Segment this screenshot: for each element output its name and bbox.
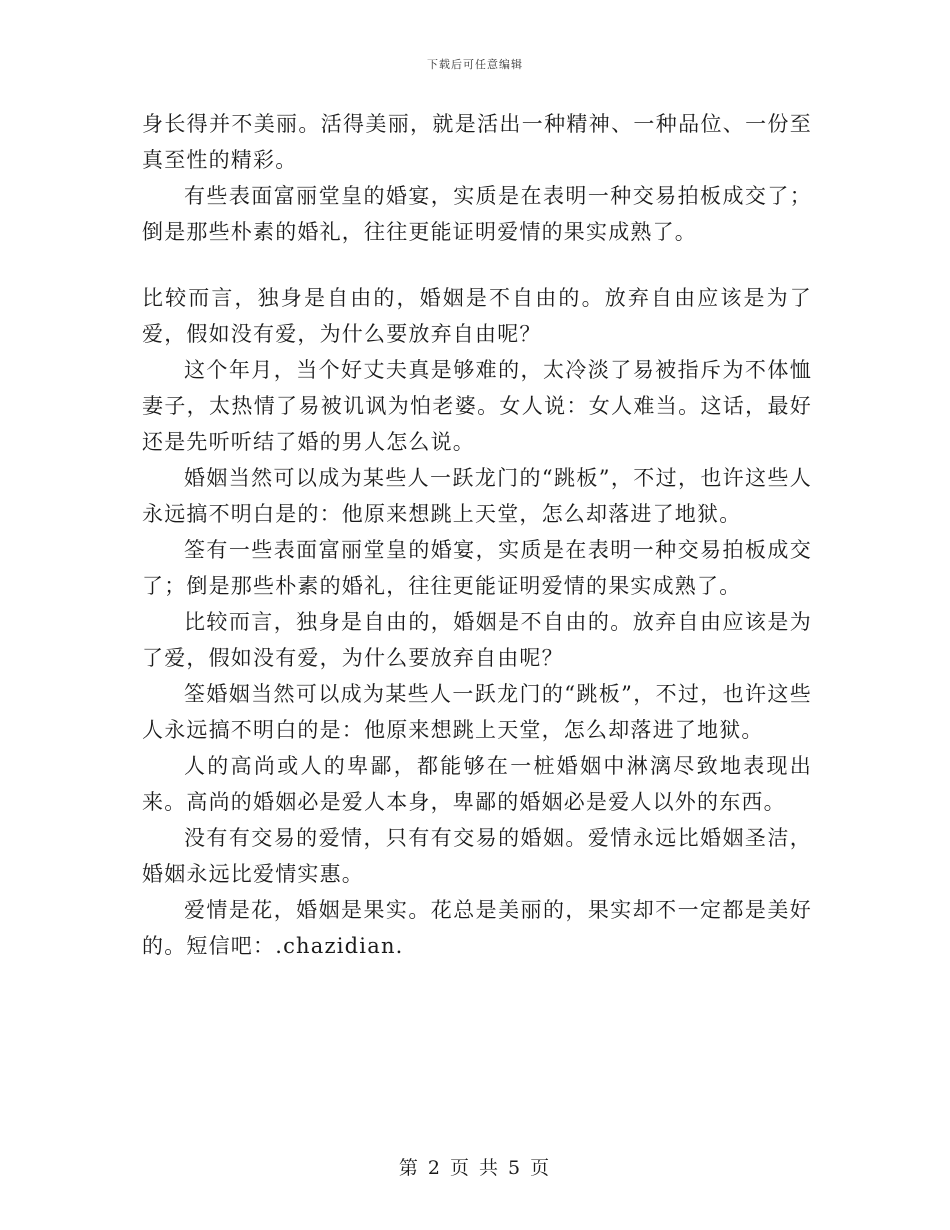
- paragraph: 爱情是花，婚姻是果实。花总是美丽的，果实却不一定都是美好的。短信吧：.chazidian.: [142, 898, 812, 958]
- paragraph: 这个年月，当个好丈夫真是够难的，太冷淡了易被指斥为不体恤妻子，太热情了易被讥讽为怕老婆。女人说：女人难当。这话，最好还是先听听结了婚的男人怎么说。: [142, 358, 812, 454]
- paragraph: 筌有一些表面富丽堂皇的婚宴，实质是在表明一种交易拍板成交了；倒是那些朴素的婚礼，往往更能证明爱情的果实成熟了。: [142, 538, 812, 598]
- paragraph: 婚姻当然可以成为某些人一跃龙门的“跳板”，不过，也许这些人永远搞不明白是的：他原来想跳上天堂，怎么却落进了地狱。: [142, 466, 812, 526]
- document-body: [142, 106, 812, 964]
- paragraph: 比较而言，独身是自由的，婚姻是不自由的。放弃自由应该是为了爱，假如没有爱，为什么要放弃自由呢？: [142, 610, 812, 670]
- paragraph: 身长得并不美丽。活得美丽，就是活出一种精神、一种品位、一份至真至性的精彩。: [142, 112, 812, 172]
- page-number-footer: 第 2 页 共 5 页: [398, 1157, 552, 1179]
- paragraph: 有些表面富丽堂皇的婚宴，实质是在表明一种交易拍板成交了；倒是那些朴素的婚礼，往往更能证明爱情的果实成熟了。: [142, 184, 812, 244]
- page-header: 下载后可任意编辑: [427, 58, 523, 71]
- paragraph-gap: [142, 250, 812, 280]
- paragraph: 没有有交易的爱情，只有有交易的婚姻。爱情永远比婚姻圣洁，婚姻永远比爱情实惠。: [142, 826, 812, 886]
- paragraph: 比较而言，独身是自由的，婚姻是不自由的。放弃自由应该是为了爱，假如没有爱，为什么要放弃自由呢？: [142, 286, 812, 346]
- paragraph: 人的高尚或人的卑鄙，都能够在一桩婚姻中淋漓尽致地表现出来。高尚的婚姻必是爱人本身，卑鄙的婚姻必是爱人以外的东西。: [142, 754, 812, 814]
- paragraph: 筌婚姻当然可以成为某些人一跃龙门的“跳板”，不过，也许这些人永远搞不明白的是：他原来想跳上天堂，怎么却落进了地狱。: [142, 682, 812, 742]
